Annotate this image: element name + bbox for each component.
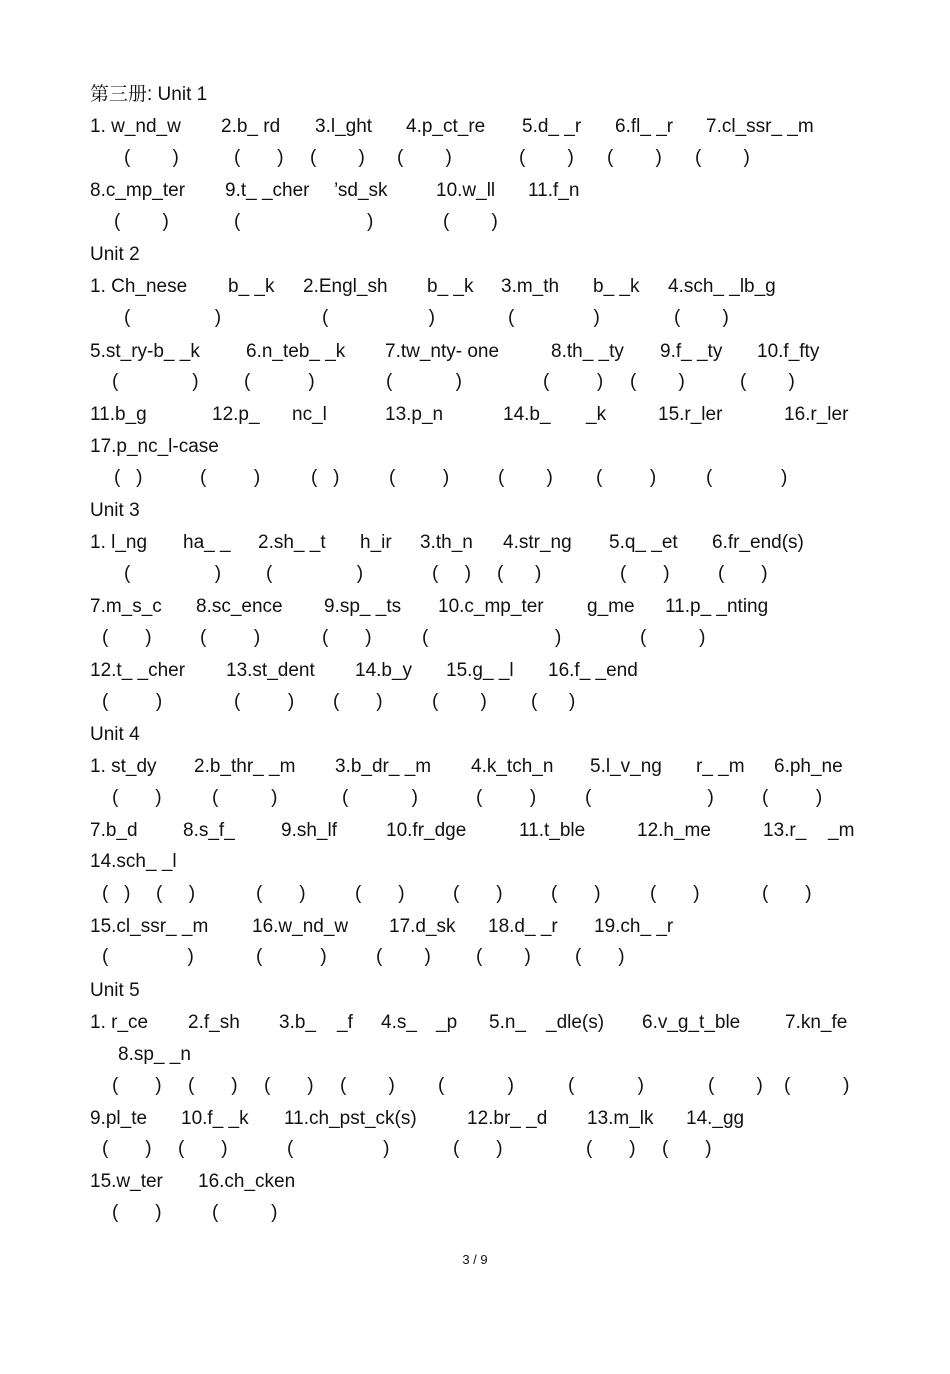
answer-blank[interactable]: ( ) [596,467,657,488]
word-item: 5.l_v_ng [590,756,662,777]
word-item: b_ _k [427,276,474,297]
answer-blank[interactable]: ( ) [397,147,452,168]
word-item: 10.c_mp_ter [438,596,544,617]
unit2-title-line [0,240,950,270]
word-item: 12.t_ _cher [90,660,186,681]
word-item: 7.b_d [90,820,138,841]
unit1-row2-words [0,176,950,206]
word-item: 10.fr_dge [386,820,467,841]
word-item: 4.str_ng [503,532,572,553]
answer-blank[interactable]: ( ) [124,147,179,168]
unit5-row4-words [0,1167,950,1197]
word-item: 15.g_ _l [446,660,514,681]
answer-blank[interactable]: ( ) [568,1075,644,1096]
answer-blank[interactable]: ( ) [497,563,542,584]
answer-blank[interactable]: ( ) [575,946,625,967]
answer-blank[interactable]: ( ) [112,787,162,808]
answer-blank[interactable]: ( ) [333,691,383,712]
word-item: b_ _k [593,276,640,297]
unit3-row2-words [0,592,950,622]
answer-blank[interactable]: ( ) [124,307,222,328]
answer-blank[interactable]: ( ) [256,883,306,904]
word-item: h_ir [360,532,392,553]
word-item: 4.sch_ _lb_g [668,276,776,297]
answer-blank[interactable]: ( ) [706,467,788,488]
unit-title: Unit 3 [90,500,140,521]
word-item: 9.f_ _ty [660,341,723,362]
answer-blank[interactable]: ( ) [124,563,222,584]
word-item: 15.cl_ssr_ _m [90,916,209,937]
answer-blank[interactable]: ( ) [443,211,498,232]
answer-blank[interactable]: ( ) [432,563,472,584]
word-item: 10.f_fty [757,341,820,362]
word-item: 14.b_y [355,660,413,681]
word-item: 8.sc_ence [196,596,283,617]
word-item: 11.p_ _nting [665,596,769,617]
word-item: 8.s_f_ [183,820,235,841]
word-item: 4.s_ [381,1012,417,1033]
word-item: 16.ch_cken [198,1171,296,1192]
answer-blank[interactable]: ( ) [640,627,706,648]
answer-blank[interactable]: ( ) [708,1075,763,1096]
answer-blank[interactable]: ( ) [543,371,604,392]
answer-blank[interactable]: ( ) [102,946,194,967]
word-item: 19.ch_ _r [594,916,674,937]
answer-blank[interactable]: ( ) [264,1075,314,1096]
word-item: _m [828,820,855,841]
answer-blank[interactable]: ( ) [376,946,431,967]
word-item: 2.Engl_sh [303,276,388,297]
answer-blank[interactable]: ( ) [188,1075,238,1096]
word-item: 9.sp_ _ts [324,596,402,617]
answer-blank[interactable]: ( ) [389,467,450,488]
answer-blank[interactable]: ( ) [531,691,576,712]
page-number: 3 / 9 [462,1252,488,1267]
unit3-row1-words [0,528,950,558]
word-item: 7.kn_fe [785,1012,848,1033]
word-item: 1. r_ce [90,1012,149,1033]
word-item: 1. l_ng [90,532,148,553]
word-item: 6.n_teb_ _k [246,341,346,362]
answer-blank[interactable]: ( ) [287,1138,390,1159]
book-title-line [0,80,950,110]
word-item: _k [586,404,607,425]
answer-blank[interactable]: ( ) [212,1202,278,1223]
word-item: 17.d_sk [389,916,456,937]
word-item: 1. st_dy [90,756,157,777]
word-item: 5.st_ry-b_ _k [90,341,200,362]
unit5-row3-words [0,1104,950,1134]
word-item: 5.q_ _et [609,532,678,553]
answer-blank[interactable]: ( ) [586,1138,636,1159]
unit2-row1-answers [0,303,950,333]
word-item: 6.ph_ne [774,756,843,777]
unit5-row3-answers [0,1134,950,1164]
unit4-title-line [0,720,950,750]
word-item: 8.c_mp_ter [90,180,186,201]
word-item: 13.m_lk [587,1108,654,1129]
word-item: 13.p_n [385,404,444,425]
word-item: 16.w_nd_w [252,916,349,937]
answer-blank[interactable]: ( ) [762,787,823,808]
word-item: 3.l_ght [315,116,373,137]
answer-blank[interactable]: ( ) [234,691,295,712]
answer-blank[interactable]: ( ) [342,787,418,808]
answer-blank[interactable]: ( ) [386,371,462,392]
word-item: _f [337,1012,353,1033]
answer-blank[interactable]: ( ) [650,883,700,904]
answer-blank[interactable]: ( ) [476,946,531,967]
answer-blank[interactable]: ( ) [311,467,340,488]
answer-blank[interactable]: ( ) [102,883,131,904]
answer-blank[interactable]: ( ) [453,1138,503,1159]
word-item: 14.b_ [503,404,551,425]
unit3-row2-answers [0,623,950,653]
unit2-row2-answers [0,367,950,397]
unit4-row4-answers [0,942,950,972]
answer-blank[interactable]: ( ) [607,147,662,168]
word-item: 8.sp_ _n [118,1044,191,1065]
answer-blank[interactable]: ( ) [355,883,405,904]
unit2-row3-words [0,400,950,430]
book-title: 第三册: Unit 1 [90,84,208,105]
unit1-row1-words [0,112,950,142]
answer-blank[interactable]: ( ) [234,147,284,168]
answer-blank[interactable]: ( ) [156,883,196,904]
word-item: 12.p_ [212,404,260,425]
answer-blank[interactable]: ( ) [322,307,435,328]
word-item: 11.t_ble [519,820,586,841]
word-item: 3.b_ [279,1012,316,1033]
answer-blank[interactable]: ( ) [234,211,374,232]
answer-blank[interactable]: ( ) [102,691,163,712]
word-item: 7.cl_ssr_ _m [706,116,814,137]
unit2-row4-words [0,432,950,462]
answer-blank[interactable]: ( ) [114,467,143,488]
word-item: 16.r_ler [784,404,849,425]
word-item: 6.fl_ _r [615,116,674,137]
unit4-row3-answers [0,879,950,909]
answer-blank[interactable]: ( ) [422,627,562,648]
word-item: 14._gg [686,1108,745,1129]
unit3-row3-answers [0,687,950,717]
word-item: 10.f_ _k [181,1108,249,1129]
unit4-row1-answers [0,783,950,813]
answer-blank[interactable]: ( ) [432,691,487,712]
word-item: 10.w_ll [436,180,496,201]
answer-blank[interactable]: ( ) [630,371,685,392]
answer-blank[interactable]: ( ) [695,147,750,168]
answer-blank[interactable]: ( ) [340,1075,395,1096]
answer-blank[interactable]: ( ) [112,1202,162,1223]
answer-blank[interactable]: ( ) [453,883,503,904]
answer-blank[interactable]: ( ) [585,787,714,808]
unit-title: Unit 5 [90,980,140,1001]
answer-blank[interactable]: ( ) [200,627,261,648]
unit4-row3-words [0,847,950,877]
answer-blank[interactable]: ( ) [114,211,169,232]
word-item: b_ _k [228,276,275,297]
unit2-row1-words [0,272,950,302]
answer-blank[interactable]: ( ) [266,563,364,584]
word-item: _dle(s) [546,1012,605,1033]
answer-blank[interactable]: ( ) [784,1075,850,1096]
word-item: _p [436,1012,458,1033]
answer-blank[interactable]: ( ) [322,627,372,648]
word-item: 2.b_ rd [221,116,281,137]
unit-title: Unit 2 [90,244,140,265]
answer-blank[interactable]: ( ) [620,563,670,584]
word-item: 6.v_g_t_ble [642,1012,741,1033]
unit-title: Unit 4 [90,724,140,745]
word-item: 17.p_nc_l-case [90,436,219,457]
word-item: 9.t_ _cher [225,180,310,201]
unit3-row1-answers [0,559,950,589]
unit5-row2-words [0,1040,950,1070]
answer-blank[interactable]: ( ) [662,1138,712,1159]
answer-blank[interactable]: ( ) [244,371,315,392]
word-item: 18.d_ _r [488,916,558,937]
word-item: 2.sh_ _t [258,532,326,553]
word-item: 13.r_ [763,820,807,841]
unit4-row4-words [0,912,950,942]
unit5-row4-answers [0,1198,950,1228]
answer-blank[interactable]: ( ) [112,1075,162,1096]
word-item: 7.tw_nty- one [385,341,500,362]
word-item: 3.b_dr_ _m [335,756,432,777]
word-item: 12.h_me [637,820,711,841]
unit5-title-line [0,976,950,1006]
word-item: 4.p_ct_re [406,116,486,137]
answer-blank[interactable]: ( ) [508,307,600,328]
word-item: 7.m_s_c [90,596,162,617]
word-item: 4.k_tch_n [471,756,554,777]
unit4-row1-words [0,752,950,782]
answer-blank[interactable]: ( ) [438,1075,514,1096]
unit4-row2-words [0,816,950,846]
word-item: 12.br_ _d [467,1108,548,1129]
word-item: ha_ _ [183,532,231,553]
answer-blank[interactable]: ( ) [212,787,278,808]
answer-blank[interactable]: ( ) [102,627,152,648]
word-item: 3.m_th [501,276,560,297]
answer-blank[interactable]: ( ) [498,467,553,488]
answer-blank[interactable]: ( ) [200,467,261,488]
unit1-row1-answers [0,143,950,173]
word-item: 13.st_dent [226,660,315,681]
unit2-row2-words [0,337,950,367]
unit3-title-line [0,496,950,526]
word-item: g_me [587,596,635,617]
word-item: 8.th_ _ty [551,341,624,362]
word-item: 15.w_ter [90,1171,163,1192]
answer-blank[interactable]: ( ) [476,787,537,808]
word-item: 11.f_n [528,180,580,201]
word-item: 11.b_g [90,404,147,425]
answer-blank[interactable]: ( ) [310,147,365,168]
answer-blank[interactable]: ( ) [740,371,795,392]
word-item: 6.fr_end(s) [712,532,804,553]
word-item: 11.ch_pst_ck(s) [284,1108,417,1129]
word-item: ’sd_sk [334,180,388,201]
word-item: 5.n_ [489,1012,526,1033]
word-item: 9.sh_lf [281,820,337,841]
answer-blank[interactable]: ( ) [674,307,729,328]
unit3-row3-words [0,656,950,686]
word-item: 14.sch_ _l [90,851,177,872]
answer-blank[interactable]: ( ) [112,371,199,392]
word-item: r_ _m [696,756,745,777]
word-item: nc_l [292,404,327,425]
word-item: 1. w_nd_w [90,116,181,137]
answer-blank[interactable]: ( ) [718,563,768,584]
word-item: 2.f_sh [188,1012,240,1033]
word-item: 5.d_ _r [522,116,582,137]
answer-blank[interactable]: ( ) [256,946,327,967]
answer-blank[interactable]: ( ) [102,1138,152,1159]
unit2-row4-answers [0,463,950,493]
word-item: 15.r_ler [658,404,723,425]
word-item: 16.f_ _end [548,660,638,681]
word-item: 2.b_thr_ _m [194,756,296,777]
word-item: 9.pl_te [90,1108,148,1129]
answer-blank[interactable]: ( ) [178,1138,228,1159]
answer-blank[interactable]: ( ) [551,883,601,904]
answer-blank[interactable]: ( ) [519,147,574,168]
unit1-row2-answers [0,207,950,237]
answer-blank[interactable]: ( ) [762,883,812,904]
unit5-row1-words [0,1008,950,1038]
word-item: 1. Ch_nese [90,276,188,297]
unit5-row2-answers [0,1071,950,1101]
word-item: 3.th_n [420,532,473,553]
